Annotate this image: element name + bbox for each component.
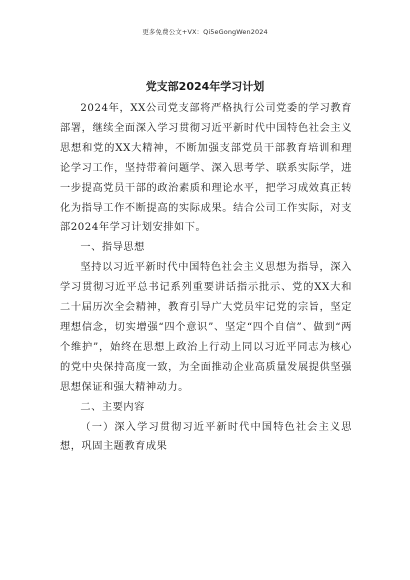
header-note: 更多免费公文+VX：Qi5eGongWen2024 xyxy=(142,28,268,36)
section-heading-guiding-thought: 一、指导思想 xyxy=(80,242,145,254)
guiding-thought-paragraph: 坚持以习近平新时代中国特色社会主义思想为指导，深入学习贯彻习近平总书记系列重要讲话指示批示、党的XX大和二十届历次全会精神，教育引导广大党员牢记党的宗旨，坚定理想信念，切实增强“四个意识”、坚定“四个自信”、做到“两个维护”，始终在思想上政治上行动上同以习近平同志为核心的党中央保持高度一致，为全面推动企业高质量发展提供坚强思想保证和强大精神动力。 xyxy=(60,262,352,393)
document-body xyxy=(60,99,352,457)
page-title: 党支部2024年学习计划 xyxy=(145,80,265,93)
subsection-heading-1: （一）深入学习贯彻习近平新时代中国特色社会主义思想，巩固主题教育成果 xyxy=(60,421,352,453)
intro-paragraph: 2024年，XX公司党支部将严格执行公司党委的学习教育部署，继续全面深入学习贯彻习近平新时代中国特色社会主义思想和党的XX大精神，不断加强支部党员干部教育培训和理论学习工作，坚持带着问题学、深入思考学、联系实际学，进一步提高党员干部的政治素质和理论水平，把学习成效真正转化为指导工作不断提高的实际成果。结合公司工作实际，对支部2024年学习计划安排如下。 xyxy=(60,103,352,234)
section-heading-main-content: 二、主要内容 xyxy=(80,401,145,413)
